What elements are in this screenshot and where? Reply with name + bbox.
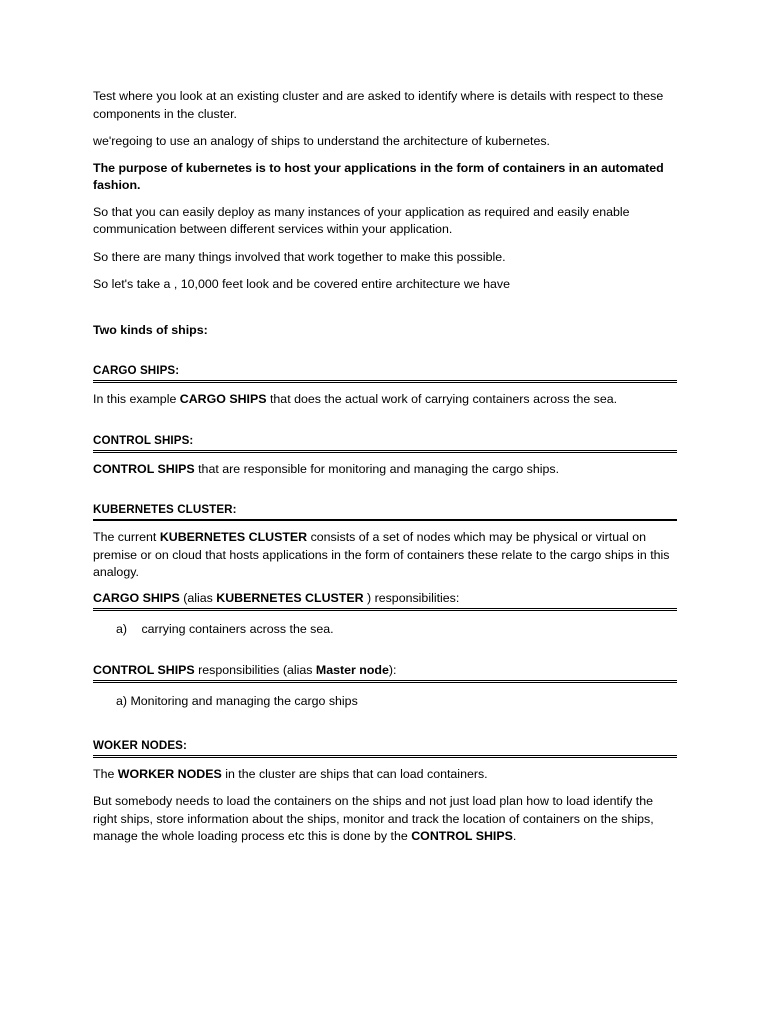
loading-paragraph: But somebody needs to load the containers on the ships and not just load plan how to load identify the right ships, store information about the ships, monitor and track the location of containers on the ships, manage the whole loading process etc this is done by the CONTROL SHIPS.: [93, 794, 654, 843]
control-responsibility-item: a) Monitoring and managing the cargo ships: [116, 694, 358, 708]
purpose-paragraph: The purpose of kubernetes is to host your applications in the form of containers in an automated fashion.: [93, 160, 664, 192]
control-ships-paragraph: CONTROL SHIPS that are responsible for monitoring and managing the cargo ships.: [93, 461, 560, 476]
kubernetes-cluster-paragraph: The current KUBERNETES CLUSTER consists of a set of nodes which may be physical or virtual on premise or on cloud that hosts applications in the form of containers these relate to the cargo ships in this analogy.: [93, 530, 670, 579]
kubernetes-cluster-heading: KUBERNETES CLUSTER:: [93, 503, 677, 521]
control-ships-heading: CONTROL SHIPS:: [93, 434, 677, 453]
control-responsibilities-heading: CONTROL SHIPS responsibilities (alias Master node):: [93, 663, 677, 683]
cargo-ships-heading: CARGO SHIPS:: [93, 364, 677, 383]
two-kinds-heading: Two kinds of ships:: [93, 322, 208, 337]
intro-paragraph-2: we'regoing to use an analogy of ships to understand the architecture of kubernetes.: [93, 134, 550, 148]
intro-paragraph-1: Test where you look at an existing cluster and are asked to identify where is details with respect to these components in the cluster.: [93, 89, 664, 121]
worker-nodes-heading: WOKER NODES:: [93, 739, 677, 758]
things-paragraph: So there are many things involved that work together to make this possible.: [93, 249, 506, 264]
cargo-ships-paragraph: In this example CARGO SHIPS that does the actual work of carrying containers across the sea.: [93, 392, 618, 406]
overview-paragraph: So let's take a , 10,000 feet look and be covered entire architecture we have: [93, 277, 511, 291]
deploy-paragraph: So that you can easily deploy as many instances of your application as required and easily enable communication between different services within your application.: [93, 204, 630, 236]
worker-nodes-paragraph: The WORKER NODES in the cluster are ships that can load containers.: [93, 766, 488, 781]
cargo-responsibility-item: a) carrying containers across the sea.: [116, 621, 334, 636]
cargo-responsibilities-heading: CARGO SHIPS (alias KUBERNETES CLUSTER ) responsibilities:: [93, 591, 677, 611]
document-body: [93, 88, 677, 846]
